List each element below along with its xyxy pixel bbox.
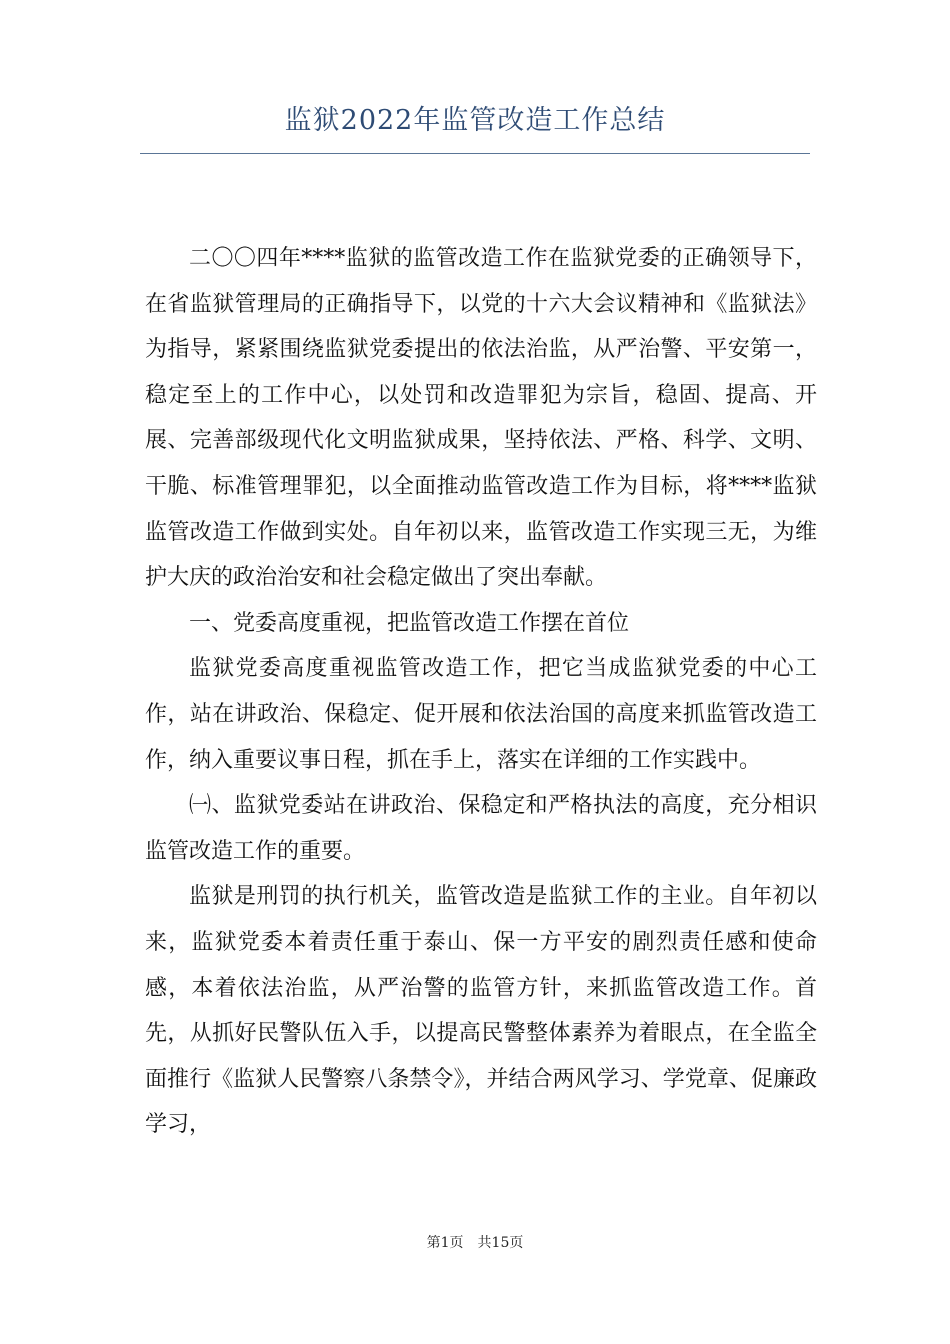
page-footer — [0, 1232, 950, 1252]
title-divider — [140, 153, 810, 154]
document-body — [145, 236, 817, 1148]
page-number: 第1页 — [426, 1235, 464, 1251]
section-heading-1: 一、党委高度重视，把监管改造工作摆在首位 — [189, 610, 630, 636]
paragraph-section-1: 监狱党委高度重视监管改造工作，把它当成监狱党委的中心工作，站在讲政治、保稳定、促开展和依法治国的高度来抓监管改造工作，纳入重要议事日程，抓在手上，落实在详细的工作实践中。 — [145, 656, 817, 773]
paragraph-intro: 二〇〇四年****监狱的监管改造工作在监狱党委的正确领导下，在省监狱管理局的正确指导下，以党的十六大会议精神和《监狱法》为指导，紧紧围绕监狱党委提出的依法治监，从严治警、平安第一，稳定至上的工作中心，以处罚和改造罪犯为宗旨，稳固、提高、开展、完善部级现代化文明监狱成果，坚持依法、严格、科学、文明、干脆、标准管理罪犯，以全面推动监管改造工作为目标，将****监狱监管改造工作做到实处。自年初以来，监管改造工作实现三无，为维护大庆的政治治安和社会稳定做出了突出奉献。 — [145, 246, 817, 591]
document-title: 监狱2022年监管改造工作总结 — [284, 105, 666, 136]
subsection-heading-1: ㈠、监狱党委站在讲政治、保稳定和严格执法的高度，充分相识监管改造工作的重要。 — [145, 793, 817, 864]
paragraph-subsection-1: 监狱是刑罚的执行机关，监管改造是监狱工作的主业。自年初以来，监狱党委本着责任重于泰山、保一方平安的剧烈责任感和使命感，本着依法治监，从严治警的监管方针，来抓监管改造工作。首先，从抓好民警队伍入手，以提高民警整体素养为着眼点，在全监全面推行《监狱人民警察八条禁令》，并结合两风学习、学党章、促廉政学习， — [145, 884, 817, 1138]
page-total: 共15页 — [477, 1235, 524, 1251]
